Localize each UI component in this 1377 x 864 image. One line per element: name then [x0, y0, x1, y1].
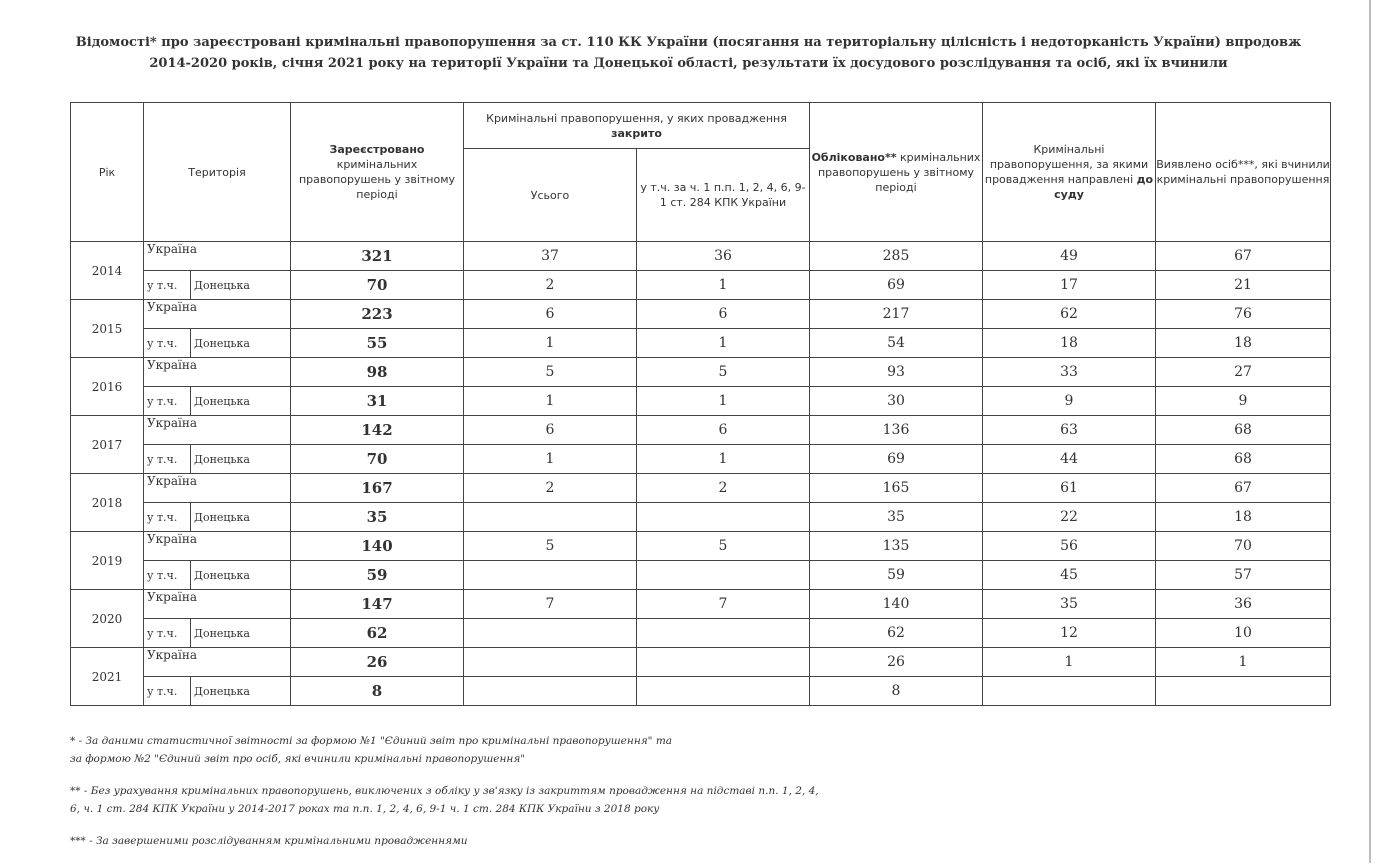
closed-total-cell: 1 — [464, 387, 637, 416]
year-cell: 2019 — [71, 532, 144, 590]
accounted-cell: 165 — [810, 474, 983, 503]
accounted-cell: 136 — [810, 416, 983, 445]
table-row-donetsk — [71, 503, 1331, 532]
closed-total-cell: 1 — [464, 329, 637, 358]
crimes-table — [70, 102, 1331, 706]
to-court-cell: 49 — [983, 242, 1156, 271]
including-label: у т.ч. — [144, 619, 191, 648]
accounted-cell: 30 — [810, 387, 983, 416]
territory-cell-ukraine: Україна — [144, 242, 291, 271]
persons-cell: 36 — [1156, 590, 1331, 619]
registered-cell: 70 — [291, 445, 464, 474]
table-row-donetsk — [71, 619, 1331, 648]
header-registered — [291, 103, 464, 242]
accounted-cell: 59 — [810, 561, 983, 590]
closed-incl-cell: 36 — [637, 242, 810, 271]
closed-total-cell: 37 — [464, 242, 637, 271]
header-registered-bold: Зареєстровано — [329, 143, 425, 156]
closed-incl-cell: 6 — [637, 416, 810, 445]
page-edge-line — [1369, 0, 1371, 863]
persons-cell: 10 — [1156, 619, 1331, 648]
closed-incl-cell: 5 — [637, 358, 810, 387]
closed-incl-cell — [637, 648, 810, 677]
territory-cell-ukraine: Україна — [144, 590, 291, 619]
persons-cell: 1 — [1156, 648, 1331, 677]
registered-cell: 167 — [291, 474, 464, 503]
year-cell: 2015 — [71, 300, 144, 358]
including-label: у т.ч. — [144, 561, 191, 590]
persons-cell: 57 — [1156, 561, 1331, 590]
including-label: у т.ч. — [144, 329, 191, 358]
closed-total-cell: 6 — [464, 300, 637, 329]
territory-cell-donetsk: Донецька — [191, 561, 291, 590]
to-court-cell: 9 — [983, 387, 1156, 416]
territory-cell-ukraine: Україна — [144, 300, 291, 329]
table-row-ukraine — [71, 300, 1331, 329]
closed-total-cell — [464, 503, 637, 532]
registered-cell: 140 — [291, 532, 464, 561]
table-row-ukraine — [71, 648, 1331, 677]
persons-cell — [1156, 677, 1331, 706]
footnote-1-line-1: * - За даними статистичної звітності за формою №1 "Єдиний звіт про кримінальні правопорушення" та — [70, 735, 673, 747]
closed-total-cell — [464, 648, 637, 677]
persons-cell: 67 — [1156, 242, 1331, 271]
header-closed-group — [464, 103, 810, 149]
closed-incl-cell — [637, 503, 810, 532]
header-registered-text: кримінальних правопорушень у звітному періоді — [298, 158, 456, 201]
territory-cell-donetsk: Донецька — [191, 503, 291, 532]
accounted-cell: 217 — [810, 300, 983, 329]
to-court-cell: 22 — [983, 503, 1156, 532]
year-cell: 2016 — [71, 358, 144, 416]
closed-total-cell: 7 — [464, 590, 637, 619]
table-row-donetsk — [71, 387, 1331, 416]
registered-cell: 142 — [291, 416, 464, 445]
persons-cell: 21 — [1156, 271, 1331, 300]
accounted-cell: 135 — [810, 532, 983, 561]
closed-total-cell: 1 — [464, 445, 637, 474]
to-court-cell: 12 — [983, 619, 1156, 648]
header-territory: Територія — [144, 103, 291, 242]
closed-incl-cell: 1 — [637, 387, 810, 416]
persons-cell: 18 — [1156, 503, 1331, 532]
year-cell: 2017 — [71, 416, 144, 474]
to-court-cell: 33 — [983, 358, 1156, 387]
territory-cell-donetsk: Донецька — [191, 329, 291, 358]
year-cell: 2021 — [71, 648, 144, 706]
registered-cell: 35 — [291, 503, 464, 532]
table-row-donetsk — [71, 329, 1331, 358]
territory-cell-donetsk: Донецька — [191, 619, 291, 648]
including-label: у т.ч. — [144, 387, 191, 416]
header-year: Рік — [71, 103, 144, 242]
territory-cell-donetsk: Донецька — [191, 445, 291, 474]
persons-cell: 76 — [1156, 300, 1331, 329]
accounted-cell: 69 — [810, 271, 983, 300]
territory-cell-donetsk: Донецька — [191, 271, 291, 300]
to-court-cell: 35 — [983, 590, 1156, 619]
to-court-cell: 45 — [983, 561, 1156, 590]
closed-incl-cell — [637, 561, 810, 590]
header-closed-total: Усього — [464, 149, 637, 242]
registered-cell: 55 — [291, 329, 464, 358]
to-court-cell: 56 — [983, 532, 1156, 561]
registered-cell: 98 — [291, 358, 464, 387]
registered-cell: 321 — [291, 242, 464, 271]
including-label: у т.ч. — [144, 271, 191, 300]
table-row-ukraine — [71, 474, 1331, 503]
table-row-donetsk — [71, 271, 1331, 300]
closed-total-cell — [464, 561, 637, 590]
year-cell: 2018 — [71, 474, 144, 532]
registered-cell: 26 — [291, 648, 464, 677]
persons-cell: 70 — [1156, 532, 1331, 561]
accounted-cell: 93 — [810, 358, 983, 387]
territory-cell-ukraine: Україна — [144, 358, 291, 387]
territory-cell-ukraine: Україна — [144, 474, 291, 503]
to-court-cell: 1 — [983, 648, 1156, 677]
table-row-ukraine — [71, 242, 1331, 271]
registered-cell: 62 — [291, 619, 464, 648]
to-court-cell: 62 — [983, 300, 1156, 329]
registered-cell: 8 — [291, 677, 464, 706]
closed-incl-cell: 1 — [637, 271, 810, 300]
header-to-court-text: Кримінальні правопорушення, за якими провадження направлені — [984, 143, 1149, 186]
accounted-cell: 62 — [810, 619, 983, 648]
registered-cell: 223 — [291, 300, 464, 329]
header-to-court-bold: до суду — [1054, 173, 1154, 201]
table-row-donetsk — [71, 677, 1331, 706]
closed-total-cell: 2 — [464, 474, 637, 503]
footnote-3-line-1: *** - За завершеними розслідуванням кримінальними провадженнями — [70, 835, 468, 847]
footnote-1 — [70, 732, 1070, 768]
table-row-donetsk — [71, 445, 1331, 474]
accounted-cell: 8 — [810, 677, 983, 706]
to-court-cell: 18 — [983, 329, 1156, 358]
footnote-3 — [70, 832, 1070, 850]
accounted-cell: 26 — [810, 648, 983, 677]
registered-cell: 147 — [291, 590, 464, 619]
table-row-ukraine — [71, 590, 1331, 619]
closed-total-cell — [464, 619, 637, 648]
accounted-cell: 35 — [810, 503, 983, 532]
closed-total-cell: 5 — [464, 358, 637, 387]
closed-incl-cell: 6 — [637, 300, 810, 329]
persons-cell: 18 — [1156, 329, 1331, 358]
closed-total-cell: 2 — [464, 271, 637, 300]
closed-incl-cell: 1 — [637, 329, 810, 358]
header-accounted-text: кримінальних правопорушень у звітному періоді — [817, 150, 981, 194]
table-row-ukraine — [71, 358, 1331, 387]
territory-cell-ukraine: Україна — [144, 416, 291, 445]
persons-cell: 27 — [1156, 358, 1331, 387]
persons-cell: 68 — [1156, 445, 1331, 474]
persons-cell: 67 — [1156, 474, 1331, 503]
to-court-cell: 44 — [983, 445, 1156, 474]
header-closed-group-text: Кримінальні правопорушення, у яких провадження — [486, 111, 787, 125]
closed-incl-cell: 2 — [637, 474, 810, 503]
registered-cell: 59 — [291, 561, 464, 590]
accounted-cell: 69 — [810, 445, 983, 474]
footnote-1-line-2: за формою №2 "Єдиний звіт про осіб, які вчинили кримінальні правопорушення" — [70, 753, 526, 765]
year-cell: 2020 — [71, 590, 144, 648]
header-accounted — [810, 103, 983, 242]
to-court-cell — [983, 677, 1156, 706]
territory-cell-donetsk: Донецька — [191, 677, 291, 706]
closed-incl-cell: 5 — [637, 532, 810, 561]
persons-cell: 9 — [1156, 387, 1331, 416]
footnote-2-line-1: ** - Без урахування кримінальних правопорушень, виключених з обліку у зв'язку із закриттям провадження на підставі п.п. 1, 2, 4, — [70, 785, 819, 797]
footnote-2 — [70, 782, 1070, 818]
document-title: Відомості* про зареєстровані кримінальні правопорушення за ст. 110 КК України (посягання на територіальну цілісність і недоторканість України) впродовж 2014-2020 років, січня 2021 року на території України та Донецької області, результати їх досудового розслідування та осіб, які їх вчинили — [75, 35, 1302, 71]
territory-cell-donetsk: Донецька — [191, 387, 291, 416]
closed-incl-cell — [637, 677, 810, 706]
header-to-court — [983, 103, 1156, 242]
footnotes — [70, 732, 1070, 864]
header-closed-group-bold: закрито — [611, 126, 662, 140]
closed-incl-cell: 7 — [637, 590, 810, 619]
closed-total-cell: 5 — [464, 532, 637, 561]
registered-cell: 70 — [291, 271, 464, 300]
year-cell: 2014 — [71, 242, 144, 300]
including-label: у т.ч. — [144, 503, 191, 532]
closed-incl-cell: 1 — [637, 445, 810, 474]
header-persons: Виявлено осіб***, які вчинили кримінальні правопорушення — [1156, 103, 1331, 242]
closed-total-cell: 6 — [464, 416, 637, 445]
to-court-cell: 63 — [983, 416, 1156, 445]
header-accounted-bold: Обліковано** — [811, 150, 897, 164]
including-label: у т.ч. — [144, 677, 191, 706]
to-court-cell: 17 — [983, 271, 1156, 300]
accounted-cell: 285 — [810, 242, 983, 271]
persons-cell: 68 — [1156, 416, 1331, 445]
accounted-cell: 54 — [810, 329, 983, 358]
accounted-cell: 140 — [810, 590, 983, 619]
to-court-cell: 61 — [983, 474, 1156, 503]
footnote-2-line-2: 6, ч. 1 ст. 284 КПК України у 2014-2017 роках та п.п. 1, 2, 4, 6, 9-1 ч. 1 ст. 284 КПК України з 2018 року — [70, 803, 660, 815]
including-label: у т.ч. — [144, 445, 191, 474]
table-row-ukraine — [71, 416, 1331, 445]
header-closed-incl: у т.ч. за ч. 1 п.п. 1, 2, 4, 6, 9-1 ст. 284 КПК України — [637, 149, 810, 242]
closed-incl-cell — [637, 619, 810, 648]
table-row-ukraine — [71, 532, 1331, 561]
table-row-donetsk — [71, 561, 1331, 590]
territory-cell-ukraine: Україна — [144, 648, 291, 677]
table-body — [71, 242, 1331, 706]
closed-total-cell — [464, 677, 637, 706]
territory-cell-ukraine: Україна — [144, 532, 291, 561]
registered-cell: 31 — [291, 387, 464, 416]
